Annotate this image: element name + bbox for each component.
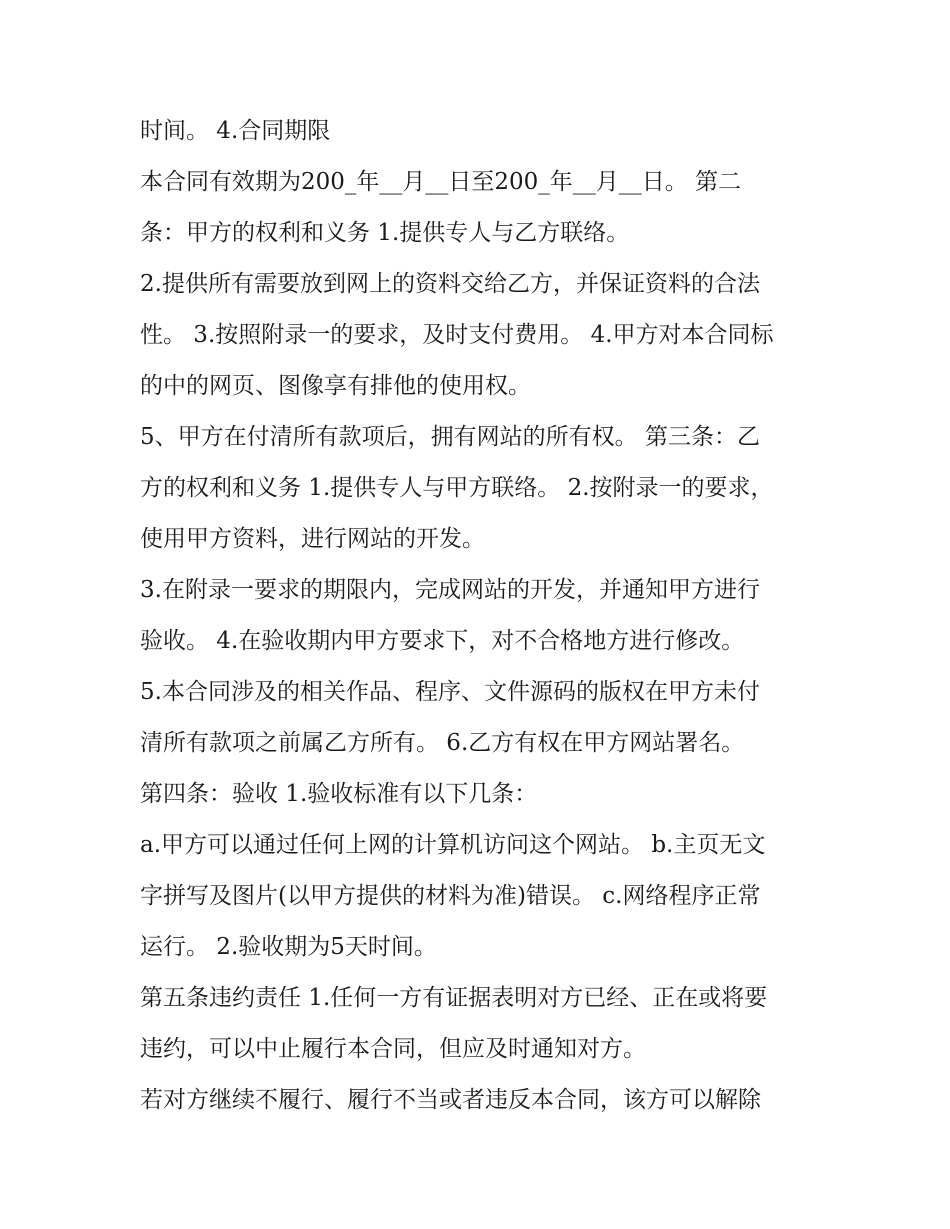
text-line: 本合同有效期为200_年__月__日至200_年__月__日。 第二	[140, 169, 742, 195]
text-line: 验收。 4.在验收期内甲方要求下，对不合格地方进行修改。	[140, 628, 745, 654]
text-line: 违约，可以中止履行本合同，但应及时通知对方。	[140, 1036, 646, 1062]
contract-text	[140, 106, 815, 1126]
text-line: 方的权利和义务 1.提供专人与甲方联络。 2.按附录一的要求，	[140, 475, 774, 501]
text-line: 2.提供所有需要放到网上的资料交给乙方，并保证资料的合法	[140, 271, 760, 297]
text-line: 若对方继续不履行、履行不当或者违反本合同，该方可以解除	[140, 1087, 761, 1113]
text-line: 使用甲方资料，进行网站的开发。	[140, 526, 485, 552]
text-line: 清所有款项之前属乙方所有。 6.乙方有权在甲方网站署名。	[140, 730, 745, 756]
text-line: 条：甲方的权利和义务 1.提供专人与乙方联络。	[140, 220, 630, 246]
text-line: 第五条违约责任 1.任何一方有证据表明对方已经、正在或将要	[140, 985, 768, 1011]
text-line: 5、甲方在付清所有款项后，拥有网站的所有权。 第三条：乙	[140, 424, 760, 450]
text-line: 时间。 4.合同期限	[140, 118, 331, 144]
text-line: 运行。 2.验收期为5天时间。	[140, 934, 437, 960]
text-line: 第四条：验收 1.验收标准有以下几条：	[140, 781, 538, 807]
text-line: a.甲方可以通过任何上网的计算机访问这个网站。 b.主页无文	[140, 832, 766, 858]
text-line: 3.在附录一要求的期限内，完成网站的开发，并通知甲方进行	[140, 577, 760, 603]
text-line: 5.本合同涉及的相关作品、程序、文件源码的版权在甲方未付	[140, 679, 760, 705]
text-line: 的中的网页、图像享有排他的使用权。	[140, 373, 531, 399]
text-line: 字拼写及图片(以甲方提供的材料为准)错误。 c.网络程序正常	[140, 883, 761, 909]
text-line: 性。 3.按照附录一的要求，及时支付费用。 4.甲方对本合同标	[140, 322, 774, 348]
